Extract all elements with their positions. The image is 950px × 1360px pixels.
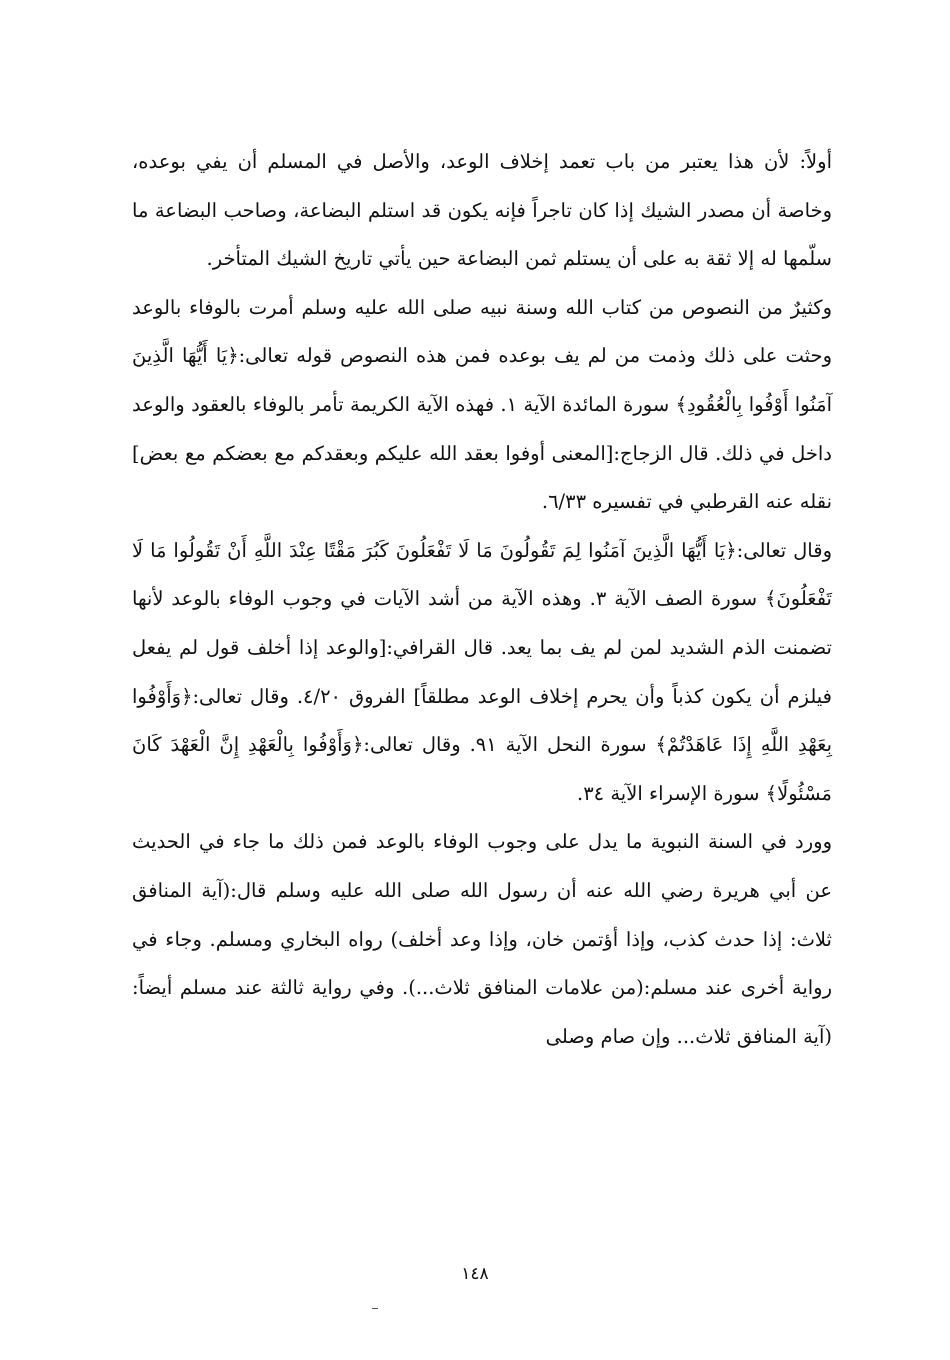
page-body bbox=[132, 138, 832, 1061]
page-number: ١٤٨ bbox=[461, 1264, 489, 1284]
paragraph-3: وقال تعالى:﴿يَا أَيُّهَا الَّذِينَ آمَنُوا لِمَ تَقُولُونَ مَا لَا تَفْعَلُونَ كَبُرَ مَقْتًا عِنْدَ اللَّهِ أَنْ تَقُولُوا مَا لَا تَفْعَلُونَ﴾ سورة الصف الآية ٣. وهذه الآية من أشد الآيات في وجوب الوفاء بالوعد لأنها تضمنت الذم الشديد لمن لم يف بما يعد. قال القرافي:[والوعد إذا أخلف قول لم يفعل فيلزم أن يكون كذباً وأن يحرم إخلاف الوعد مطلقاً] الفروق ٤/٢٠. وقال تعالى:﴿وَأَوْفُوا بِعَهْدِ اللَّهِ إِذَا عَاهَدْتُمْ﴾ سورة النحل الآية ٩١. وقال تعالى:﴿وَأَوْفُوا بِالْعَهْدِ إِنَّ الْعَهْدَ كَانَ مَسْئُولًا﴾ سورة الإسراء الآية ٣٤. bbox=[132, 538, 833, 805]
paragraph-1: أولاً: لأن هذا يعتبر من باب تعمد إخلاف الوعد، والأصل في المسلم أن يفي بوعده، وخاصة أن مصدر الشيك إذا كان تاجراً فإنه يكون قد استلم البضاعة، وصاحب البضاعة ما سلّمها له إلا ثقة به على أن يستلم ثمن البضاعة حين يأتي تاريخ الشيك المتأخر. bbox=[132, 150, 832, 271]
paragraph-2: وكثيرٌ من النصوص من كتاب الله وسنة نبيه صلى الله عليه وسلم أمرت بالوفاء بالوعد وحثت على ذلك وذمت من لم يف بوعده فمن هذه النصوص قوله تعالى:﴿يَا أَيُّهَا الَّذِينَ آمَنُوا أَوْفُوا بِالْعُقُودِ﴾ سورة المائدة الآية ١. فهذه الآية الكريمة تأمر بالوفاء بالعقود والوعد داخل في ذلك. قال الزجاج:[المعنى أوفوا بعقد الله عليكم وبعقدكم مع بعضكم مع بعض] نقله عنه القرطبي في تفسيره ٦/٣٣. bbox=[132, 295, 833, 514]
paragraph-4: وورد في السنة النبوية ما يدل على وجوب الوفاء بالوعد فمن ذلك ما جاء في الحديث عن أبي هريرة رضي الله عنه أن رسول الله صلى الله عليه وسلم قال:(آية المنافق ثلاث: إذا حدث كذب، وإذا أؤتمن خان، وإذا وعد أخلف) رواه البخاري ومسلم. وجاء في رواية أخرى عند مسلم:(من علامات المنافق ثلاث...). وفي رواية ثالثة عند مسلم أيضاً:(آية المنافق ثلاث... وإن صام وصلى bbox=[132, 830, 832, 1048]
bottom-mark bbox=[372, 1308, 378, 1309]
